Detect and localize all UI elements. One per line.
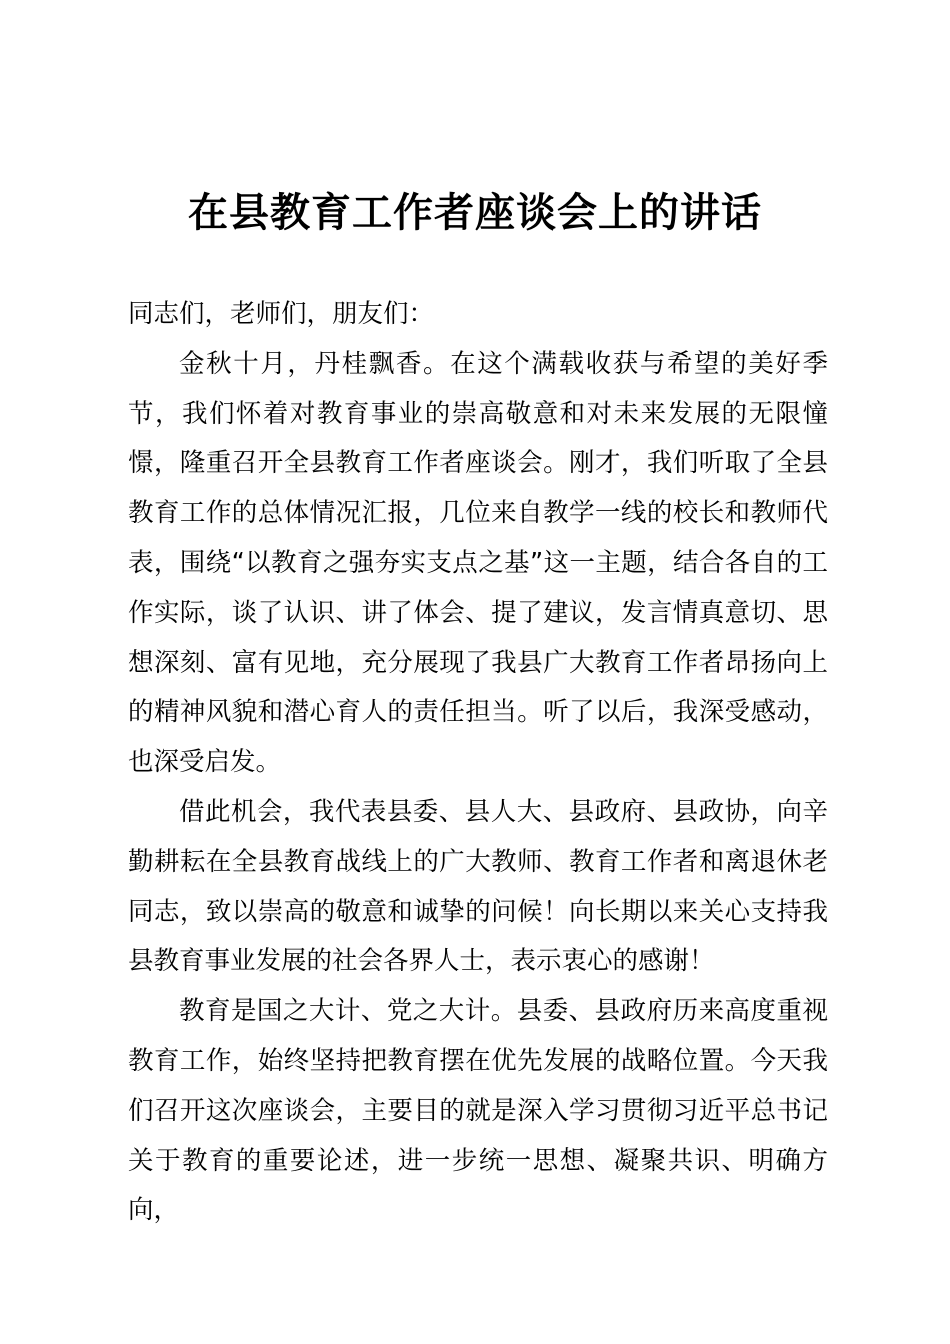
paragraph: 教育是国之大计、党之大计。县委、县政府历来高度重视教育工作，始终坚持把教育摆在优先发展的战略位置。今天我们召开这次座谈会，主要目的就是深入学习贯彻习近平总书记关于教育的重要论述，进一步统一思想、凝聚共识、明确方向，: [128, 996, 828, 1226]
document-body: [128, 290, 828, 1236]
salutation: 同志们，老师们，朋友们：: [128, 299, 435, 329]
paragraph: 借此机会，我代表县委、县人大、县政府、县政协，向辛勤耕耘在全县教育战线上的广大教师、教育工作者和离退休老同志，致以崇高的敬意和诚挚的问候！向长期以来关心支持我县教育事业发展的社会各界人士，表示衷心的感谢！: [128, 796, 828, 977]
paragraph: 金秋十月，丹桂飘香。在这个满载收获与希望的美好季节，我们怀着对教育事业的崇高敬意和对未来发展的无限憧憬，隆重召开全县教育工作者座谈会。刚才，我们听取了全县教育工作的总体情况汇报，几位来自教学一线的校长和教师代表，围绕“以教育之强夯实支点之基”这一主题，结合各自的工作实际，谈了认识、讲了体会、提了建议，发言情真意切、思想深刻、富有见地，充分展现了我县广大教育工作者昂扬向上的精神风貌和潜心育人的责任担当。听了以后，我深受感动，也深受启发。: [128, 348, 828, 778]
document-title: 在县教育工作者座谈会上的讲话: [188, 189, 762, 236]
